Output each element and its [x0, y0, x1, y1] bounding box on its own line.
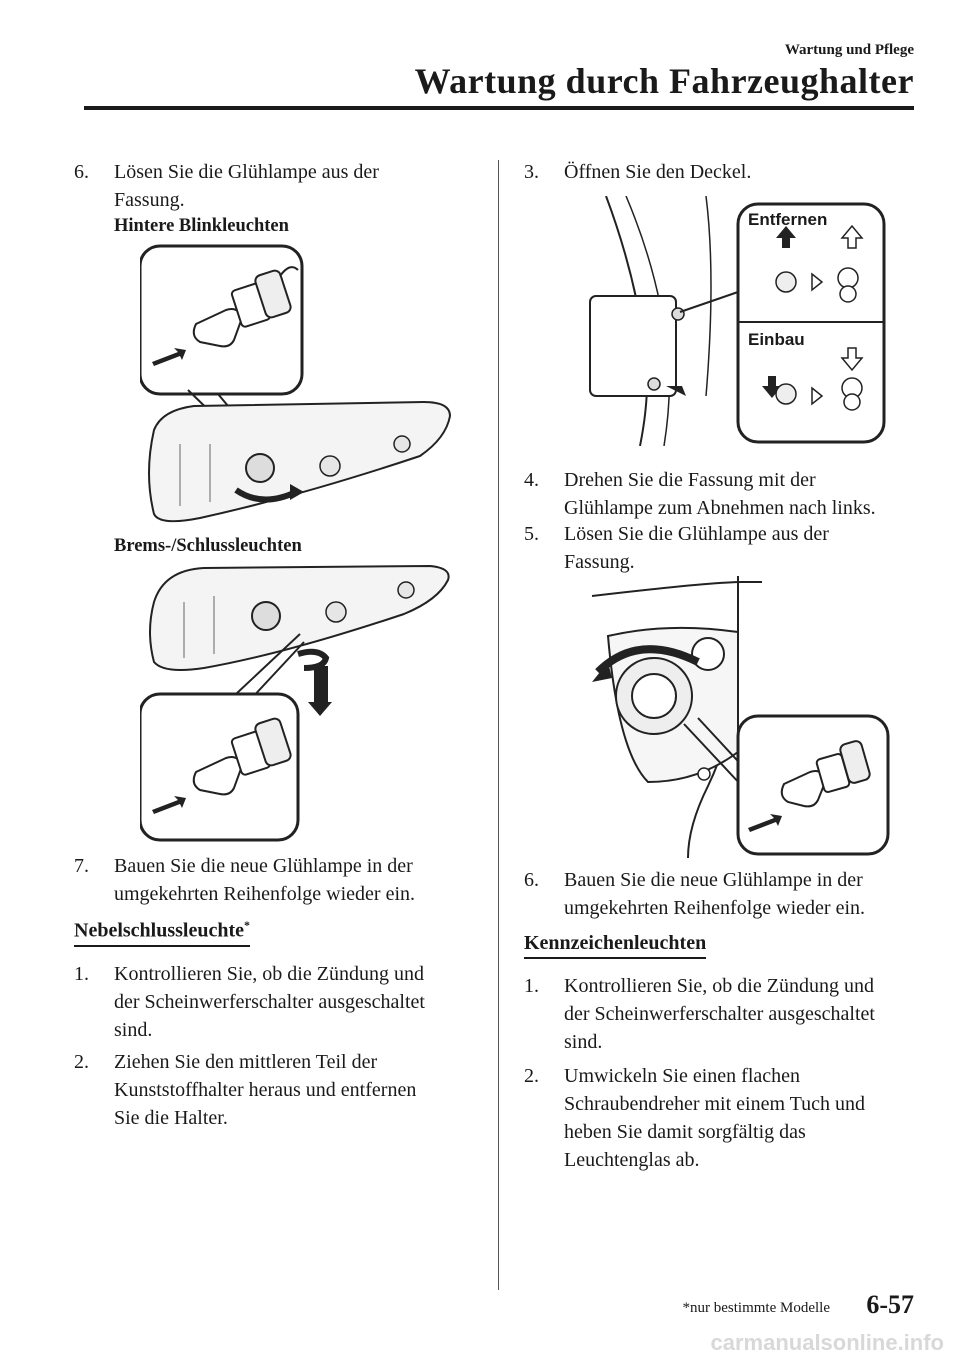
column-divider	[498, 160, 499, 1290]
plate-step-2	[524, 1062, 944, 1174]
fog-step-1	[74, 960, 494, 1044]
subheading-brake-tail: Brems-/Schlussleuchten	[114, 536, 302, 556]
step-text-line2: Fassung.	[564, 551, 635, 573]
step-text: Öffnen Sie den Deckel.	[564, 161, 752, 183]
left-step-7	[74, 852, 494, 908]
header-section-label: Wartung und Pflege	[784, 42, 914, 58]
step-text-line2: der Scheinwerferschalter ausgeschaltet	[114, 991, 425, 1013]
figure-brake-tail	[140, 562, 452, 842]
page-number: 6-57	[866, 1290, 914, 1319]
step-number: 6.	[74, 161, 89, 183]
step-number: 5.	[524, 523, 539, 545]
step-number: 6.	[524, 869, 539, 891]
page-title: Wartung durch Fahrzeughalter	[414, 61, 914, 101]
step-text-line2: Kunststoffhalter heraus und entfernen	[114, 1079, 417, 1101]
step-text-line1: Kontrollieren Sie, ob die Zündung und	[114, 963, 424, 985]
step-text-line1: Kontrollieren Sie, ob die Zündung und	[564, 975, 874, 997]
figure-socket-turn	[588, 576, 890, 858]
step-number: 4.	[524, 469, 539, 491]
step-number: 1.	[74, 963, 89, 985]
label-remove: Entfernen	[748, 210, 828, 229]
step-text-line2: Glühlampe zum Abnehmen nach links.	[564, 497, 876, 519]
step-text-line3: heben Sie damit sorgfältig das	[564, 1121, 806, 1143]
left-step-6	[74, 158, 474, 214]
step-text-line1: Drehen Sie die Fassung mit der	[564, 469, 816, 491]
step-text-line2: umgekehrten Reihenfolge wieder ein.	[114, 883, 415, 905]
header-rule	[84, 106, 914, 110]
step-number: 3.	[524, 161, 539, 183]
right-step-5	[524, 520, 944, 576]
fog-step-2	[74, 1048, 494, 1132]
step-number: 2.	[74, 1051, 89, 1073]
step-text-line4: Leuchtenglas ab.	[564, 1149, 700, 1171]
step-text-line1: Bauen Sie die neue Glühlampe in der	[114, 855, 413, 877]
optional-model-mark: *	[244, 918, 250, 932]
step-text-line1: Ziehen Sie den mittleren Teil der	[114, 1051, 378, 1073]
figure-rear-blinker	[140, 244, 452, 526]
step-text-line1: Bauen Sie die neue Glühlampe in der	[564, 869, 863, 891]
step-text-line2: der Scheinwerferschalter ausgeschaltet	[564, 1003, 875, 1025]
figure-cover-clips	[586, 196, 888, 446]
step-number: 2.	[524, 1065, 539, 1087]
plate-step-1	[524, 972, 944, 1056]
step-text-line1: Umwickeln Sie einen flachen	[564, 1065, 801, 1087]
right-step-3	[524, 158, 924, 186]
step-text-line1: Lösen Sie die Glühlampe aus der	[564, 523, 829, 545]
step-text-line1: Lösen Sie die Glühlampe aus der	[114, 161, 379, 183]
right-step-4	[524, 466, 944, 522]
step-text-line2: umgekehrten Reihenfolge wieder ein.	[564, 897, 865, 919]
step-number: 1.	[524, 975, 539, 997]
step-number: 7.	[74, 855, 89, 877]
right-step-6	[524, 866, 944, 922]
section-heading-text: Nebelschlussleuchte	[74, 919, 244, 942]
step-text-line2: Fassung.	[114, 189, 185, 211]
footnote-optional-models: *nur bestimmte Modelle	[682, 1300, 830, 1316]
label-install: Einbau	[748, 330, 805, 349]
section-heading-fog-light	[74, 918, 250, 947]
section-heading-plate-light: Kennzeichenleuchten	[524, 932, 706, 959]
watermark-text: carmanualsonline.info	[710, 1330, 944, 1355]
step-text-line3: sind.	[114, 1019, 153, 1041]
figure-cover-clips-drawing	[586, 196, 888, 446]
step-text-line3: sind.	[564, 1031, 603, 1053]
step-text-line3: Sie die Halter.	[114, 1107, 228, 1129]
step-text-line2: Schraubendreher mit einem Tuch und	[564, 1093, 866, 1115]
watermark-bar	[0, 1324, 960, 1360]
subheading-rear-blinker: Hintere Blinkleuchten	[114, 216, 289, 236]
